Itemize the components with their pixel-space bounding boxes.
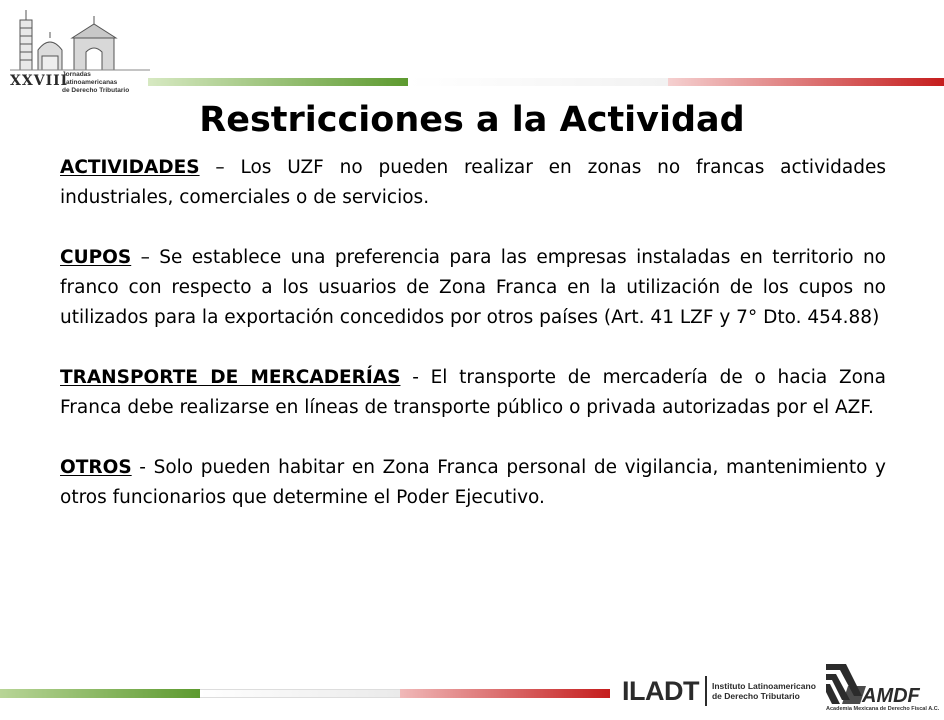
paragraph-otros — [60, 453, 886, 513]
logo-roman-numeral: XXVIII — [10, 73, 69, 89]
separator: – — [199, 157, 241, 178]
paragraph-text: Se establece una preferencia para las empresas instaladas en territorio no franco con respecto a los usuarios de Zona Franca en la utilización de los cupos no utilizados para la exportación concedidos por otros países (Art. 41 LZF y 7° Dto. 454.88) — [60, 247, 887, 328]
term-actividades: ACTIVIDADES — [60, 157, 200, 178]
paragraph-actividades — [60, 153, 886, 213]
iladt-caption-line-2: de Derecho Tributario — [711, 691, 800, 701]
iladt-caption-line-1: Instituto Latinoamericano — [711, 681, 816, 691]
logo-caption-line-1: Jornadas Latinoamericanas — [62, 71, 118, 86]
paragraph-text: Solo pueden habitar en Zona Franca personal de vigilancia, mantenimiento y otros funcionarios que determine el Poder Ejecutivo. — [60, 457, 887, 508]
paragraph-cupos — [60, 243, 886, 333]
term-otros: OTROS — [60, 457, 132, 478]
paragraph-text: El transporte de mercadería de o hacia Zona Franca debe realizarse en líneas de transporte público o privada autorizadas por el AZF. — [60, 367, 886, 418]
top-tricolor-stripe — [148, 78, 944, 86]
separator: – — [131, 247, 160, 268]
bottom-tricolor-stripe — [0, 689, 610, 698]
paragraph-transporte — [60, 363, 886, 423]
iladt-caption — [712, 681, 816, 701]
term-transporte: TRANSPORTE DE MERCADERÍAS — [60, 367, 401, 388]
logo-caption-line-2: de Derecho Tributario — [62, 87, 130, 94]
iladt-divider — [705, 676, 707, 706]
paragraph-text: Los UZF no pueden realizar en zonas no francas actividades industriales, comerciales o de servicios. — [60, 157, 887, 208]
separator: - — [131, 457, 154, 478]
stripe-red — [668, 78, 944, 86]
bottom-stripe-white — [200, 689, 400, 698]
amdf-caption: Academia Mexicana de Derecho Fiscal A.C. — [826, 706, 940, 712]
slide-title: Restricciones a la Actividad — [199, 100, 745, 140]
stripe-green — [148, 78, 408, 86]
iladt-mark: ILADT — [622, 675, 699, 706]
bottom-stripe-green — [0, 689, 200, 698]
amdf-mark: AMDF — [862, 685, 920, 707]
slide-body — [60, 153, 886, 513]
term-cupos: CUPOS — [60, 247, 132, 268]
separator: - — [400, 367, 431, 388]
bottom-stripe-red — [400, 689, 610, 698]
logo-caption — [62, 71, 142, 95]
iladt-logo — [622, 674, 816, 708]
stripe-white — [408, 78, 668, 86]
